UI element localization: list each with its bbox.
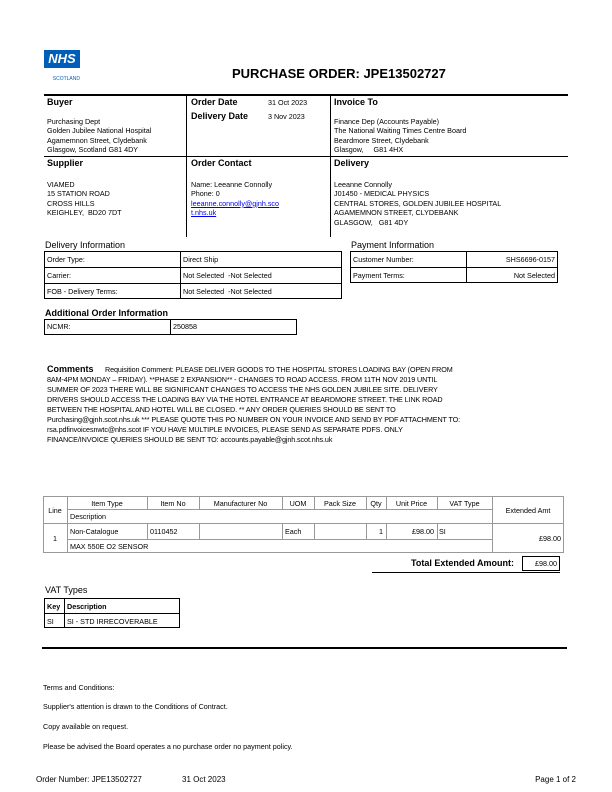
total-extended-amount-value: £98.00 <box>535 559 557 568</box>
supplier-line: CROSS HILLS <box>47 198 95 208</box>
contact-email-link[interactable]: leeanne.connolly@gjnh.sco <box>191 198 280 208</box>
order-contact-details <box>191 180 279 218</box>
row-vat-type: SI <box>439 527 446 536</box>
supplier-line: 15 STATION ROAD <box>47 189 110 199</box>
row-qty: 1 <box>379 527 383 536</box>
delivery-line: J01450 - MEDICAL PHYSICS <box>334 189 430 199</box>
nhs-logo <box>44 50 80 90</box>
row-unit-price: £98.00 <box>412 527 434 536</box>
comments-text: Requisition Comment: PLEASE DELIVER GOODS TO THE HOSPITAL STORES LOADING BAY (OPEN FROM 8AM-4PM MONDAY – FRIDAY). **PHASE 2 EXPANSION** - CHANGES TO ROAD ACCESS. FROM 11TH NOV 2019 UNTIL SUMMER OF 2023 THERE WILL BE SIGNIFICANT CHANGES TO ACCESS THE NHS GOLDEN JUBILEE SITE. DELIVERY DRIVERS SHOULD ACCESS THE LOADING BAY VIA THE HOTEL ENTRANCE AT BEARDMORE STREET. THE LINK ROAD BETWEEN THE HOSPITAL AND HOTEL WILL BE CLOSED. ** ANY ORDER QUERIES SHOULD BE SENT TO Purchasing@gjnh.scot.nhs.uk *** PLEASE QUOTE THIS PO NUMBER ON YOUR INVOICE AND SEND BY PDF ATTACHMENT TO: rsa.pdfinvoicesnwtc@nhs.scot IF YOU HAVE MULTIPLE INVOICES, PLEASE SEND AS SEPARATE PDFS. ONLY FINANCE/INVOICE QUERIES SHOULD BE SENT TO: accounts.payable@gjnh.scot.nhs.uk <box>47 365 461 444</box>
delivery-date-label: Delivery Date <box>191 111 249 121</box>
page-title: PURCHASE ORDER: JPE13502727 <box>232 66 446 81</box>
col-header-uom: UOM <box>289 499 307 508</box>
terms-line: Supplier's attention is drawn to the Conditions of Contract. <box>43 702 228 711</box>
col-header-item-type: Item Type <box>91 499 123 508</box>
col-header-item-no: Item No <box>160 499 186 508</box>
footer-date: 31 Oct 2023 <box>182 775 226 784</box>
buyer-address <box>47 117 151 155</box>
invoice-to-heading: Invoice To <box>334 97 378 107</box>
payment-info-value: Not Selected <box>513 271 555 280</box>
buyer-line: Agamemnon Street, Clydebank <box>47 135 147 145</box>
invoice-to-address <box>334 117 466 155</box>
col-header-line: Line <box>48 506 62 515</box>
payment-info-label: Payment Terms: <box>353 271 405 280</box>
delivery-date-value: 3 Nov 2023 <box>268 112 305 121</box>
col-header-vat-type: VAT Type <box>449 499 480 508</box>
invoice-line: Beardmore Street, Clydebank <box>334 135 429 145</box>
delivery-heading: Delivery <box>334 158 370 168</box>
row-uom: Each <box>285 527 302 536</box>
delivery-line: GLASGOW, G81 4DY <box>334 217 409 227</box>
col-header-extended-amt: Extended Amt <box>505 506 551 515</box>
col-header-unit-price: Unit Price <box>395 499 428 508</box>
delivery-info-label: Carrier: <box>47 271 71 280</box>
supplier-heading: Supplier <box>47 158 84 168</box>
payment-information-heading: Payment Information <box>351 240 435 250</box>
row-line-number: 1 <box>53 534 57 543</box>
delivery-info-label: Order Type: <box>47 255 85 264</box>
invoice-line: Glasgow, G81 4HX <box>334 145 404 155</box>
supplier-line: VIAMED <box>47 180 75 189</box>
col-header-qty: Qty <box>370 499 382 508</box>
ncmr-label: NCMR: <box>47 322 71 331</box>
comments-label: Comments <box>47 364 94 374</box>
delivery-info-value: Direct Ship <box>183 255 219 264</box>
delivery-info-value: Not Selected -Not Selected <box>183 271 272 280</box>
vat-key: SI <box>47 617 54 626</box>
invoice-line: Finance Dep (Accounts Payable) <box>334 117 440 126</box>
row-description: MAX 550E O2 SENSOR <box>70 542 149 551</box>
contact-name: Name: Leeanne Connolly <box>191 180 273 189</box>
buyer-line: Purchasing Dept <box>47 117 101 126</box>
order-date-value: 31 Oct 2023 <box>268 98 308 107</box>
nhs-logo-region: SCOTLAND <box>52 76 80 82</box>
vat-description-header: Description <box>67 602 107 611</box>
delivery-line: Leeanne Connolly <box>334 180 392 189</box>
vat-types-heading: VAT Types <box>45 585 88 595</box>
order-date-label: Order Date <box>191 97 238 107</box>
delivery-line: AGAMEMNON STREET, CLYDEBANK <box>334 208 459 218</box>
total-extended-amount-label: Total Extended Amount: <box>411 558 514 568</box>
supplier-address <box>47 180 122 218</box>
ncmr-value: 250858 <box>173 322 197 331</box>
payment-info-value: SHS6696-0157 <box>505 255 555 264</box>
delivery-address <box>334 180 501 227</box>
supplier-line: KEIGHLEY, BD20 7DT <box>47 208 122 218</box>
delivery-information-heading: Delivery Information <box>45 240 126 250</box>
col-header-pack-size: Pack Size <box>324 499 356 508</box>
vat-key-header: Key <box>47 602 61 611</box>
row-item-no: 0110452 <box>150 527 178 536</box>
row-item-type: Non-Catalogue <box>70 527 119 536</box>
vat-description: SI - STD IRRECOVERABLE <box>67 617 158 626</box>
nhs-logo-text: NHS <box>44 50 80 68</box>
buyer-line: Glasgow, Scotland G81 4DY <box>47 145 139 155</box>
delivery-info-label: FOB - Delivery Terms: <box>47 287 118 296</box>
contact-email-link-cont[interactable]: t.nhs.uk <box>191 208 217 218</box>
payment-info-label: Customer Number: <box>353 255 414 264</box>
delivery-line: CENTRAL STORES, GOLDEN JUBILEE HOSPITAL <box>334 198 502 208</box>
row-extended-amt: £98.00 <box>539 534 561 543</box>
order-contact-heading: Order Contact <box>191 158 252 168</box>
buyer-line: Golden Jubilee National Hospital <box>47 126 152 136</box>
footer-page-number: Page 1 of 2 <box>535 775 576 784</box>
terms-heading: Terms and Conditions: <box>43 683 115 692</box>
delivery-info-value: Not Selected -Not Selected <box>183 287 272 296</box>
terms-line: Copy available on request. <box>43 722 129 731</box>
col-header-manufacturer-no: Manufacturer No <box>213 499 268 508</box>
buyer-heading: Buyer <box>47 97 73 107</box>
additional-order-information-heading: Additional Order Information <box>45 308 168 318</box>
invoice-line: The National Waiting Times Centre Board <box>334 126 467 136</box>
col-header-description: Description <box>70 512 106 521</box>
footer-order-number: Order Number: JPE13502727 <box>36 775 142 784</box>
terms-line: Please be advised the Board operates a no purchase order no payment policy. <box>43 742 293 751</box>
contact-phone: Phone: 0 <box>191 189 220 199</box>
